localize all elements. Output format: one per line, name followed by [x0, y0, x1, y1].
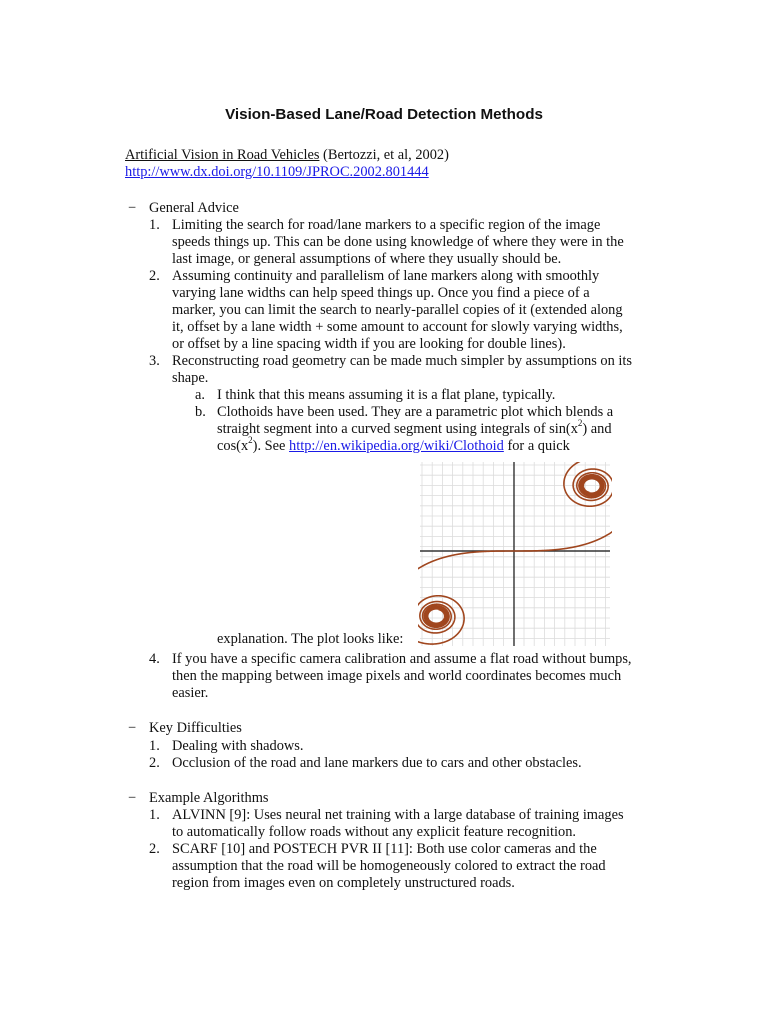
clothoid-link[interactable]: http://en.wikipedia.org/wiki/Clothoid	[289, 438, 504, 454]
doi-link[interactable]: http://www.dx.doi.org/10.1109/JPROC.2002.801444	[125, 164, 429, 180]
reference-line	[125, 147, 449, 164]
key-difficulties-heading: Key Difficulties	[149, 720, 242, 736]
general-advice-heading: General Advice	[149, 200, 239, 216]
section-dash: −	[128, 720, 137, 736]
reference-authors: (Bertozzi, et al, 2002)	[319, 147, 449, 163]
section-dash: −	[128, 790, 137, 806]
clothoid-plot	[418, 462, 612, 646]
document-title: Vision-Based Lane/Road Detection Methods	[225, 106, 543, 123]
section-dash: −	[128, 200, 137, 216]
reference-title: Artificial Vision in Road Vehicles	[125, 147, 320, 163]
clothoid-curve	[418, 462, 612, 644]
example-algorithms-heading: Example Algorithms	[149, 790, 269, 806]
document-page: Vision-Based Lane/Road Detection Methods Artificial Vision in Road Vehicles (Bertozzi, et al, 2002) http://www.dx.doi.org/10.1109/JPROC.2002.801444 − General Advice 1. Limiting the search for road/lane markers to a specific region of the image speeds things up. This can be done using knowledge of where they were in the last image, or general assumptions of where they usually should be. 2. Assuming continuity and parallelism of lane markers along with smoothly varying lane widths can help speed things up. Once you find a piece of a marker, you can limit the search to nearly-parallel copies of it (extended along it, offset by a lane width + some amount to account for slowly varying widths, or offset by a line spacing width if you are looking for double lines). 3. Reconstructing road geometry can be made much simpler by assumptions on its shape. a. I think that this means assuming it is a flat plane, typically. b. Clothoids have been used. They are a parametric plot which blends a straight segment into a curved segment using integrals of $\sin(x^2)$ and $\cos(x^2)$. See http://en.wikipedia.org/wiki/Clothoid for a quick explanation. The plot looks like: 4. If you have a specific camera calibration and assume a flat road without bumps, then the mapping between image pixels and world coordinates becomes much easier. − Key Difficulties 1. Dealing with shadows. 2. Occlusion of the road and lane markers due to cars and other obstacles. − Example Algorithms 1. ALVINN [9]: Uses neural net training with a large database of training images to automatically follow roads without any explicit feature recognition. 2. SCARF [10] and POSTECH PVR II [11]: Both use color cameras and the assumption that the road will be homogeneously colored to extract the road region from images even on completely unstructured roads.	[0, 0, 768, 1024]
